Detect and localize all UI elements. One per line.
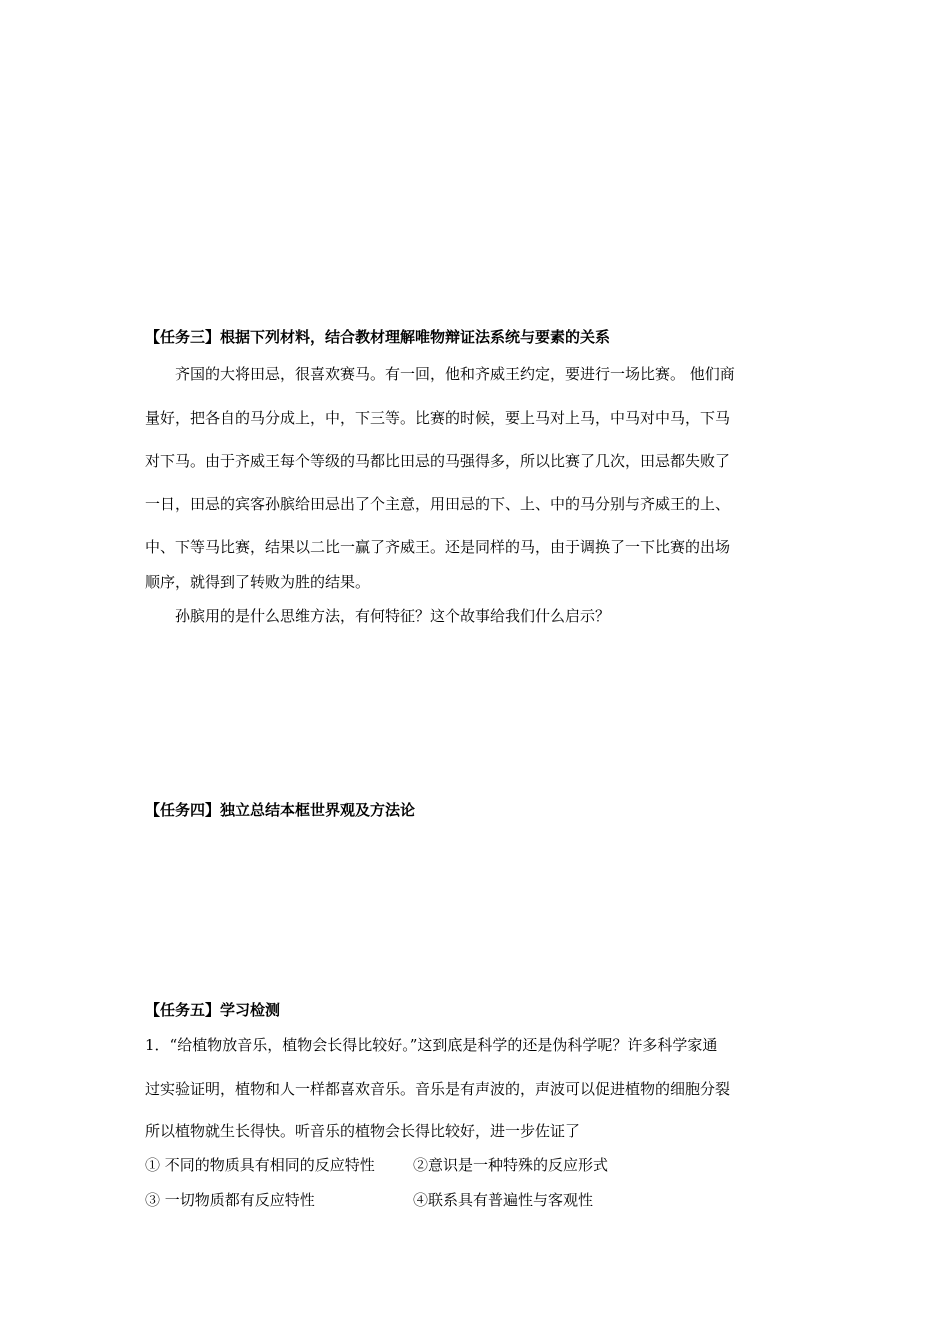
task3-paragraph-line: 一日，田忌的宾客孙膑给田忌出了个主意，用田忌的下、上、中的马分别与齐威王的上、 — [145, 495, 731, 513]
task3-paragraph-line: 齐国的大将田忌，很喜欢赛马。有一回，他和齐威王约定，要进行一场比赛。 他们商 — [175, 365, 735, 383]
task3-paragraph-line: 对下马。由于齐威王每个等级的马都比田忌的马强得多，所以比赛了几次，田忌都失败了 — [145, 452, 731, 470]
task4-heading: 【任务四】独立总结本框世界观及方法论 — [145, 801, 416, 819]
task5-option-2: ②意识是一种特殊的反应形式 — [413, 1156, 609, 1174]
task3-question: 孙膑用的是什么思维方法，有何特征？这个故事给我们什么启示？ — [175, 607, 611, 625]
task5-question-line: 过实验证明，植物和人一样都喜欢音乐。音乐是有声波的，声波可以促进植物的细胞分裂 — [145, 1080, 731, 1098]
task5-option-1: ① 不同的物质具有相同的反应特性 — [145, 1156, 375, 1174]
task5-option-3: ③ 一切物质都有反应特性 — [145, 1191, 315, 1209]
task3-paragraph-line: 量好，把各自的马分成上，中，下三等。比赛的时候，要上马对上马，中马对中马，下马 — [145, 409, 731, 427]
task3-paragraph-line: 中、下等马比赛，结果以二比一赢了齐威王。还是同样的马，由于调换了一下比赛的出场 — [145, 538, 731, 556]
task5-heading: 【任务五】学习检测 — [145, 1001, 281, 1019]
task5-option-4: ④联系具有普遍性与客观性 — [413, 1191, 594, 1209]
task3-paragraph-line: 顺序，就得到了转败为胜的结果。 — [145, 573, 371, 591]
task5-question-line: 所以植物就生长得快。听音乐的植物会长得比较好，进一步佐证了 — [145, 1122, 581, 1140]
task5-question-line: 1．“给植物放音乐，植物会长得比较好。”这到底是科学的还是伪科学呢？许多科学家通 — [145, 1036, 718, 1054]
task3-heading: 【任务三】根据下列材料，结合教材理解唯物辩证法系统与要素的关系 — [145, 328, 611, 346]
